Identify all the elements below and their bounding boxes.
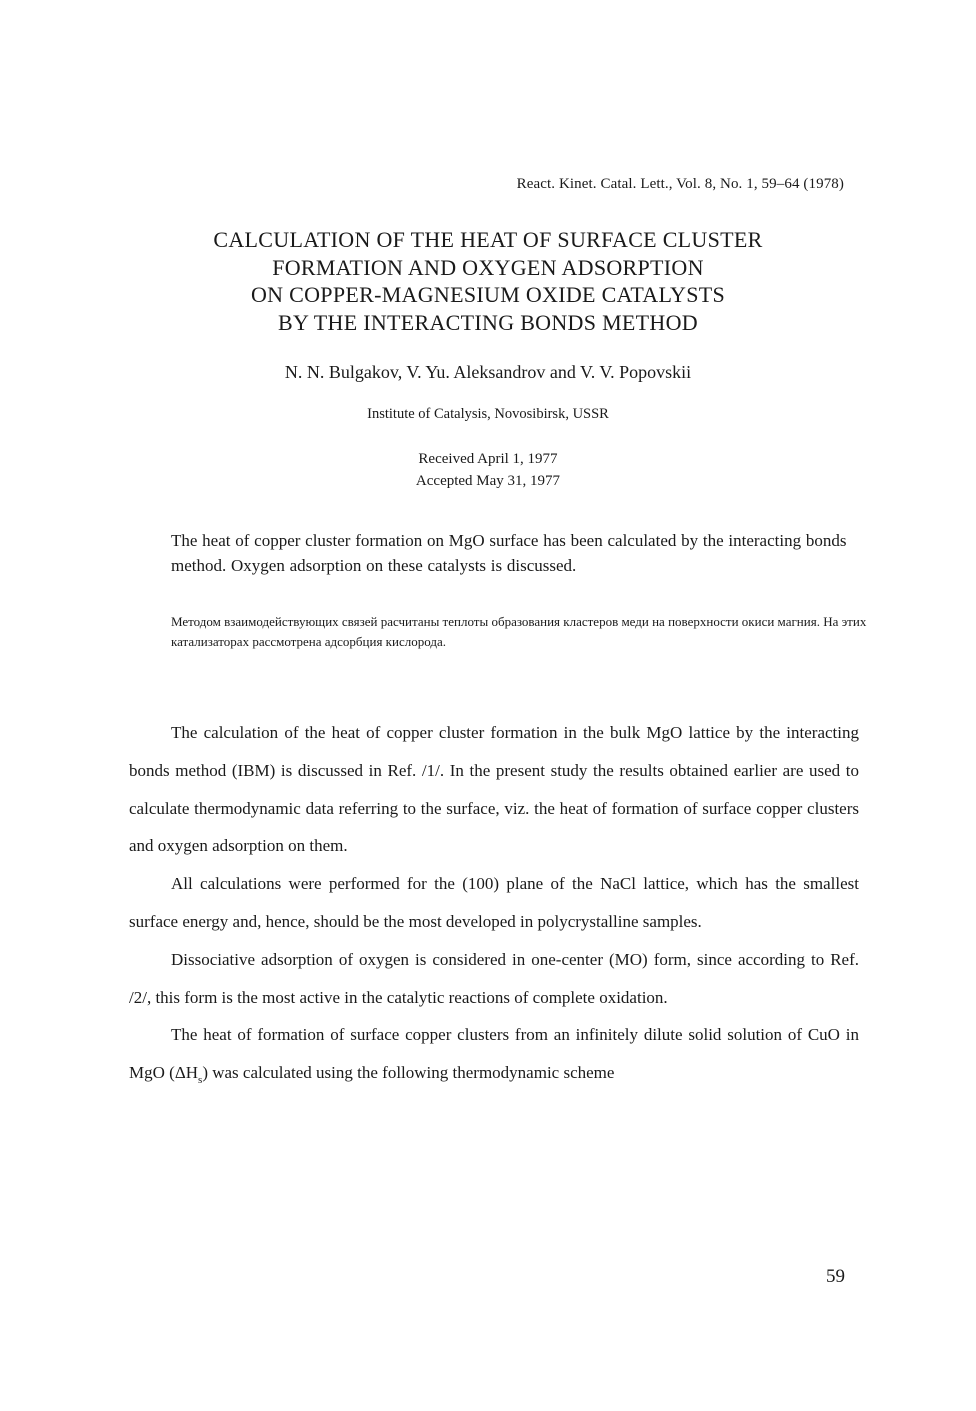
paragraph-text: ) was calculated using the following thermodynamic scheme	[202, 1063, 615, 1083]
authors: N. N. Bulgakov, V. Yu. Aleksandrov and V. V. Popovskii	[284, 362, 692, 382]
title-line: BY THE INTERACTING BONDS METHOD	[278, 309, 698, 335]
body-text	[129, 714, 859, 1100]
received-date: Received April 1, 1977	[418, 451, 558, 467]
paragraph-text: The heat of formation of surface copper clusters from an infinitely dilute solid solution of CuO in MgO (	[129, 1025, 859, 1083]
title-line: ON COPPER-MAGNESIUM OXIDE CATALYSTS	[250, 282, 726, 307]
paragraph: Dissociative adsorption of oxygen is considered in one-center (MO) form, since according to Ref. /2/, this form is the most active in the catalytic reactions of complete oxidation.	[129, 949, 859, 1007]
paper-title	[0, 226, 976, 336]
paragraph	[129, 1016, 859, 1100]
accepted-date: Accepted May 31, 1977	[415, 473, 561, 489]
dates	[0, 448, 976, 492]
paragraph: The calculation of the heat of copper cluster formation in the bulk MgO lattice by the interacting bonds method (IBM) is discussed in Ref. /1/. In the present study the results obtained earlier are used to calculate thermodynamic data referring to the surface, viz. the heat of formation of surface copper clusters and oxygen adsorption on them.	[129, 723, 859, 856]
institute: Institute of Catalysis, Novosibirsk, USSR	[367, 406, 609, 422]
journal-citation: React. Kinet. Catal. Lett., Vol. 8, No. 1, 59–64 (1978)	[516, 176, 844, 192]
abstract-russian: Методом взаимодействующих связей расчитаны теплоты образования кластеров меди на поверхности окиси магния. На этих катализаторах рассмотрена адсорбция кислорода.	[171, 614, 867, 649]
paragraph: All calculations were performed for the (100) plane of the NaCl lattice, which has the smallest surface energy and, hence, should be the most developed in polycrystalline samples.	[129, 874, 859, 931]
title-line: FORMATION AND OXYGEN ADSORPTION	[272, 254, 704, 280]
abstract-english: The heat of copper cluster formation on MgO surface has been calculated by the interacting bonds method. Oxygen adsorption on these catalysts is discussed.	[171, 531, 847, 575]
subscript: s	[198, 1074, 203, 1087]
delta-h-symbol: ΔH	[174, 1063, 199, 1083]
title-line: CALCULATION OF THE HEAT OF SURFACE CLUSTER	[213, 227, 763, 252]
page-number: 59	[826, 1266, 845, 1287]
